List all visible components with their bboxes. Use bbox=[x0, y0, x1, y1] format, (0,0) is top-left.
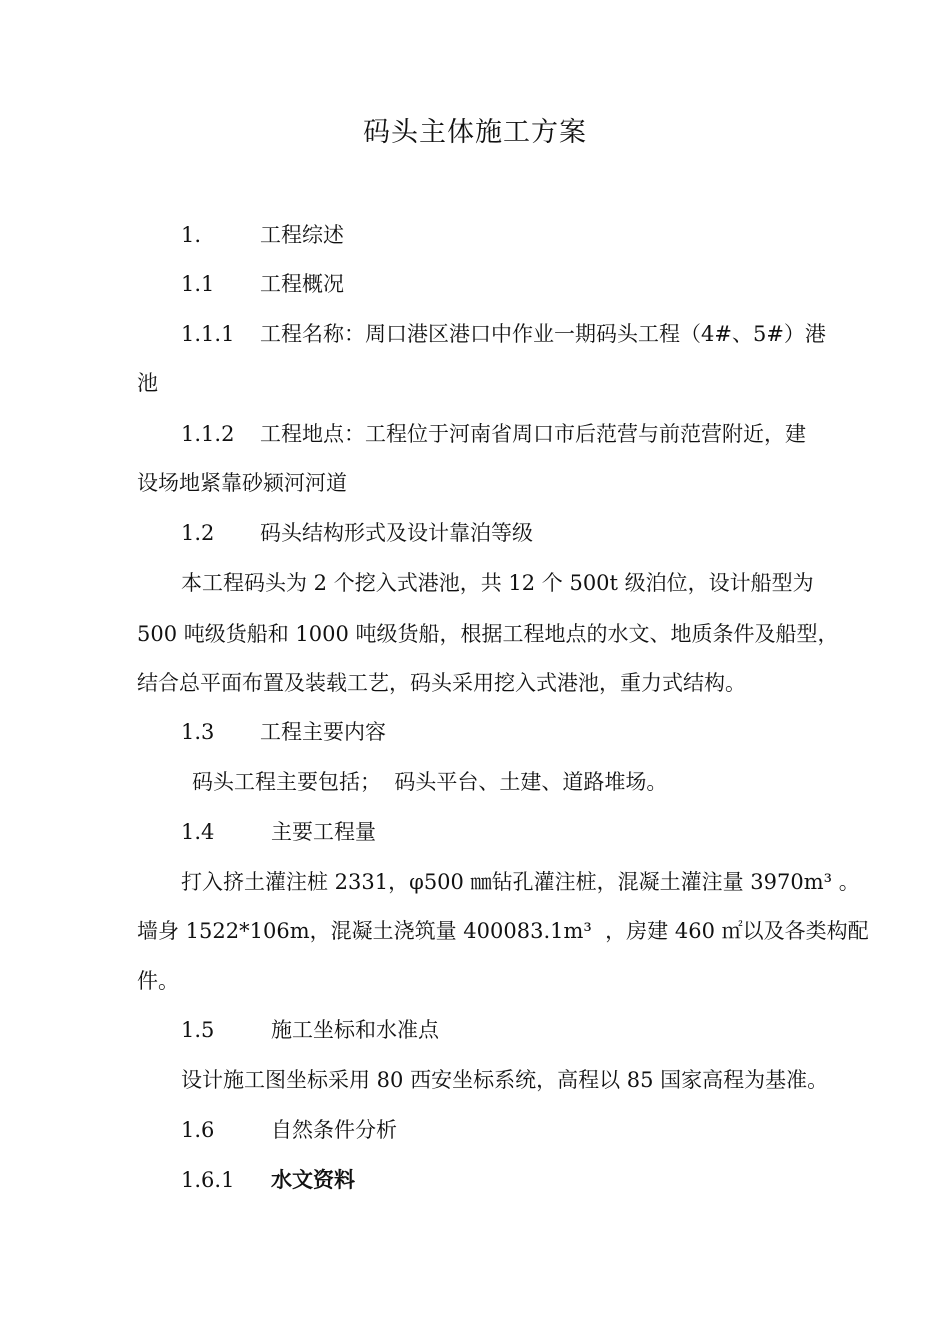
heading-1 bbox=[181, 220, 344, 250]
document-title: 码头主体施工方案 bbox=[363, 117, 587, 148]
heading-1-6-1 bbox=[181, 1165, 355, 1195]
paragraph-1-2-line-2: 500 吨级货船和 1000 吨级货船，根据工程地点的水文、地质条件及船型， bbox=[137, 622, 839, 646]
heading-text: 工程地点：工程位于河南省周口市后范营与前范营附近，建 bbox=[260, 422, 806, 446]
heading-text: 自然条件分析 bbox=[271, 1118, 397, 1142]
heading-text: 码头结构形式及设计靠泊等级 bbox=[260, 521, 533, 545]
heading-1-1-2 bbox=[181, 419, 806, 449]
paragraph-1-4-line-3: 件。 bbox=[137, 969, 179, 993]
heading-text: 水文资料 bbox=[271, 1167, 355, 1192]
paragraph-1-2-line-3: 结合总平面布置及装载工艺，码头采用挖入式港池，重力式结构。 bbox=[137, 671, 746, 695]
heading-number: 1.6.1 bbox=[181, 1168, 235, 1192]
heading-number: 1.2 bbox=[181, 521, 215, 545]
heading-number: 1.4 bbox=[181, 820, 215, 844]
heading-text: 工程主要内容 bbox=[260, 720, 386, 744]
heading-1-1 bbox=[181, 269, 344, 299]
heading-1-1-1-continuation: 池 bbox=[137, 371, 158, 395]
heading-text: 主要工程量 bbox=[271, 820, 376, 844]
heading-text: 施工坐标和水准点 bbox=[271, 1018, 439, 1042]
heading-text: 工程名称：周口港区港口中作业一期码头工程（4#、5#）港 bbox=[260, 322, 826, 346]
heading-text: 工程综述 bbox=[260, 223, 344, 247]
heading-text: 工程概况 bbox=[260, 272, 344, 296]
paragraph-1-4-line-2: 墙身 1522*106m，混凝土浇筑量 400083.1m³ ，房建 460 ㎡以及各类构配 bbox=[137, 919, 869, 943]
heading-1-1-1 bbox=[181, 319, 826, 349]
heading-number: 1.1.2 bbox=[181, 422, 235, 446]
paragraph-1-5: 设计施工图坐标采用 80 西安坐标系统，高程以 85 国家高程为基准。 bbox=[181, 1068, 829, 1092]
paragraph-1-2-line-1: 本工程码头为 2 个挖入式港池，共 12 个 500t 级泊位，设计船型为 bbox=[181, 571, 814, 595]
heading-number: 1.5 bbox=[181, 1018, 215, 1042]
heading-1-4 bbox=[181, 817, 376, 847]
heading-number: 1.6 bbox=[181, 1118, 215, 1142]
heading-1-1-2-continuation: 设场地紧靠砂颍河河道 bbox=[137, 471, 347, 495]
heading-1-3 bbox=[181, 717, 386, 747]
heading-number: 1.1.1 bbox=[181, 322, 235, 346]
heading-number: 1.3 bbox=[181, 720, 215, 744]
heading-number: 1.1 bbox=[181, 272, 215, 296]
heading-number: 1. bbox=[181, 223, 202, 247]
heading-1-5 bbox=[181, 1015, 439, 1045]
paragraph-1-3: 码头工程主要包括； 码头平台、土建、道路堆场。 bbox=[192, 770, 668, 794]
paragraph-1-4-line-1: 打入挤土灌注桩 2331，φ500 ㎜钻孔灌注桩，混凝土灌注量 3970m³ 。 bbox=[181, 870, 860, 894]
heading-1-2 bbox=[181, 518, 533, 548]
heading-1-6 bbox=[181, 1115, 397, 1145]
